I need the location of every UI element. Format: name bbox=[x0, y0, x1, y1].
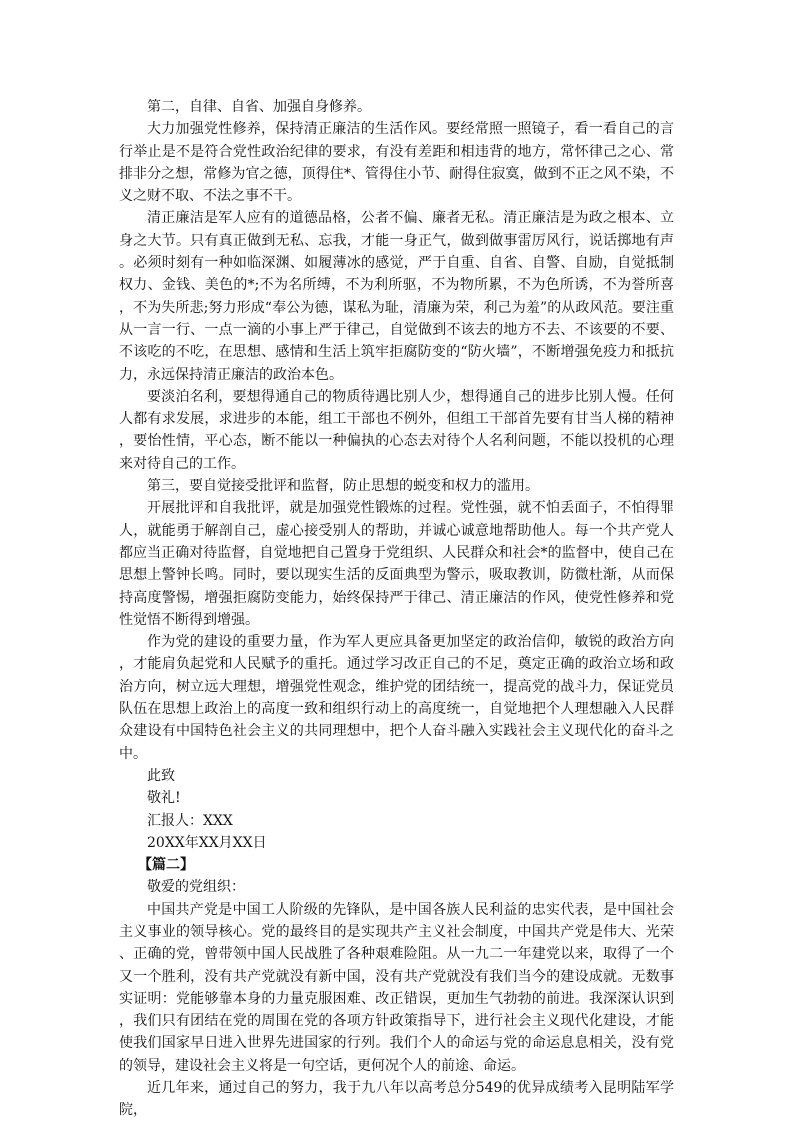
salutation: 敬爱的党组织： bbox=[147, 879, 245, 896]
closing-regards: 敬礼! bbox=[147, 790, 181, 807]
body-paragraph: 清正廉洁是军人应有的道德品格，公者不偏、廉者无私。清正廉洁是为政之根本、立身之大节。只有真正做到无私、忘我，才能一身正气，做到做事雷厉风行，说话掷地有声。必须时刻有一种如临深渊、如履薄冰的感觉，严于自重、自省、自警、自励，自觉抵制权力、金钱、美色的*;不为名所缚，不为利所驱，不为物所累，不为色所诱，不为誉所喜，不为失所悲;努力形成“奉公为德，谋私为耻，清廉为荣，利己为羞”的从政风范。要注重从一言一行、一点一滴的小事上严于律己，自觉做到不该去的地方不去、不该要的不要、不该吃的不吃，在思想、感情和生活上筑牢拒腐防变的“防火墙”，不断增强免疫力和抵抗力，永远保持清正廉洁的政治本色。 bbox=[119, 210, 674, 383]
reporter-name: 汇报人：XXX bbox=[147, 812, 233, 829]
section-heading-2: 第二，自律、自省、加强自身修养。 bbox=[147, 99, 371, 115]
body-paragraph: 作为党的建设的重要力量，作为军人更应具备更加坚定的政治信仰，敏锐的政治方向，才能肩负起党和人民赋予的重托。通过学习改正自己的不足，奠定正确的政治立场和政治方向，树立远大理想，增强党性观念，维护党的团结统一，提高党的战斗力，保证党员队伍在思想上政治上的高度一致和组织行动上的高度统一，自觉地把个人理想融入人民群众建设有中国特色社会主义的共同理想中，把个人奋斗融入实践社会主义现代化的奋斗之中。 bbox=[119, 634, 674, 762]
body-paragraph: 近几年来，通过自己的努力，我于九八年以高考总分549的优异成绩考入昆明陆军学院， bbox=[119, 1080, 674, 1119]
body-paragraph: 要淡泊名利，要想得通自己的物质待遇比别人少，想得通自己的进步比别人慢。任何人都有求发展，求进步的本能，组工干部也不例外，但组工干部首先要有甘当人梯的精神，要怡性情，平心态，断不能以一种偏执的心态去对待个人名利问题，不能以投机的心理来对待自己的工作。 bbox=[119, 388, 674, 472]
part-two-heading: 【篇二】 bbox=[138, 857, 194, 874]
report-date: 20XX年XX月XX日 bbox=[147, 834, 267, 851]
body-paragraph: 大力加强党性修养，保持清正廉洁的生活作风。要经常照一照镜子，看一看自己的言行举止是不是符合党性政治纪律的要求，有没有差距和相违背的地方，常怀律己之心、常排非分之想，常修为官之德，顶得住*、管得住小节、耐得住寂寞，做到不正之风不染，不义之财不取、不法之事不干。 bbox=[119, 121, 674, 205]
document-body bbox=[119, 96, 674, 1122]
body-paragraph: 开展批评和自我批评，就是加强党性锻炼的过程。党性强，就不怕丢面子，不怕得罪人，就能勇于解剖自己，虚心接受别人的帮助，并诚心诚意地帮助他人。每一个共产党人都应当正确对待监督，自觉地把自己置身于党组织、人民群众和社会*的监督中，使自己在思想上警钟长鸣。同时，要以现实生活的反面典型为警示，吸取教训，防微杜渐，从而保持高度警惕，增强拒腐防变能力，始终保持严于律己、清正廉洁的作风，使党性修养和党性觉悟不断得到增强。 bbox=[119, 500, 674, 628]
body-paragraph: 中国共产党是中国工人阶级的先锋队，是中国各族人民利益的忠实代表，是中国社会主义事业的领导核心。党的最终目的是实现共产主义社会制度，中国共产党是伟大、光荣、正确的党，曾带领中国人民战胜了各种艰难险阻。从一九二一年建党以来，取得了一个又一个胜利，没有共产党就没有新中国，没有共产党就没有我们当今的建设成就。无数事实证明：党能够靠本身的力量克服困难、改正错误，更加生气勃勃的前进。我深深认识到，我们只有团结在党的周围在党的各项方针政策指导下，进行社会主义现代化建设，才能使我们国家早日进入世界先进国家的行列。我们个人的命运与党的命运息息相关，没有党的领导，建设社会主义将是一句空话，更何况个人的前途、命运。 bbox=[119, 901, 674, 1074]
closing-salutation: 此致 bbox=[147, 767, 175, 784]
section-heading-3: 第三，要自觉接受批评和监督，防止思想的蜕变和权力的滥用。 bbox=[147, 478, 539, 495]
